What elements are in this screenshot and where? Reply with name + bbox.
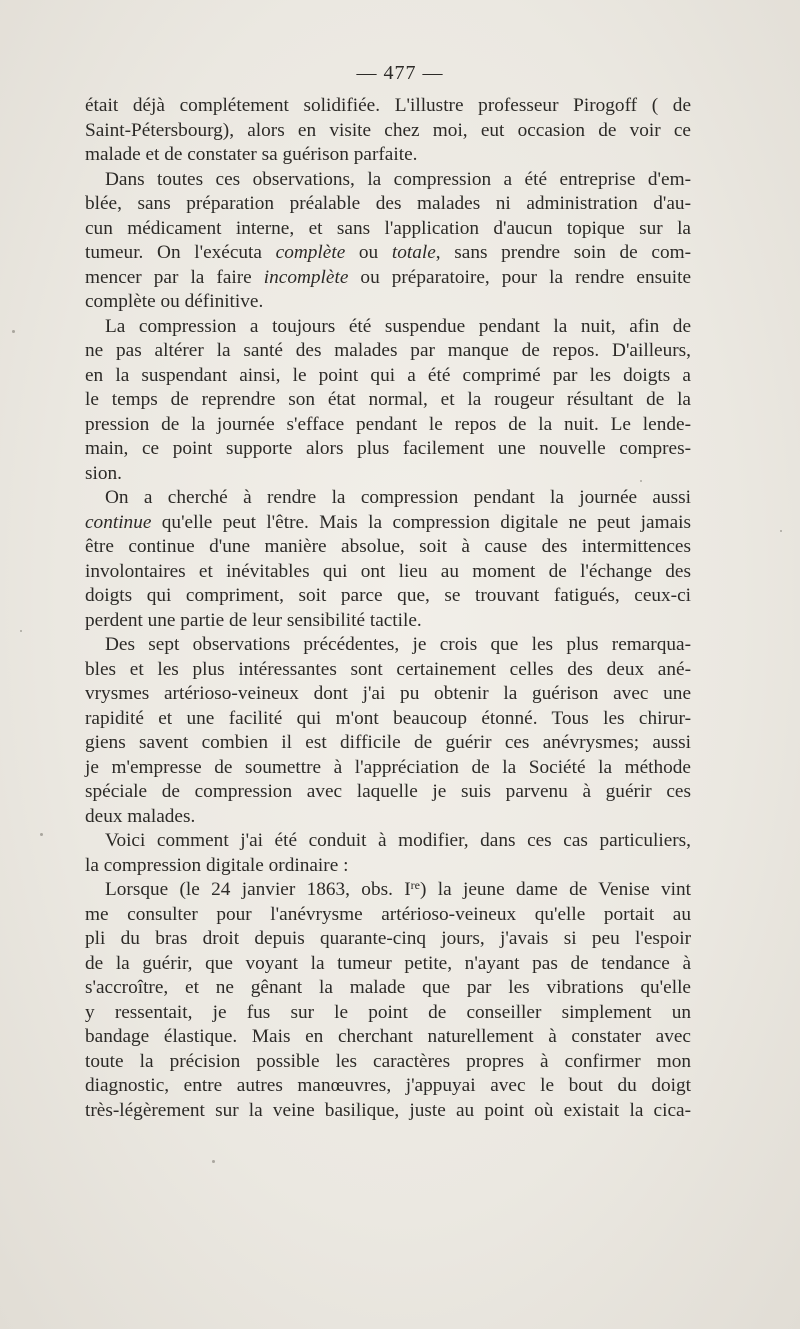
italic-run: incomplète bbox=[263, 266, 349, 288]
text-run: , sans prendre soin de com- bbox=[435, 242, 692, 263]
text-line: La compression a toujours été suspendue pendant la nuit, afin de bbox=[105, 315, 691, 337]
paper-speck bbox=[640, 480, 642, 482]
text-line: giens savent combien il est difficile de guérir ces anévrysmes; aussi bbox=[85, 732, 691, 753]
text-line: bles et les plus intéressantes sont certainement celles des deux ané- bbox=[85, 658, 691, 680]
text-line: toute la précision possible les caractères propres à confirmer mon bbox=[85, 1050, 691, 1072]
text-line: malade et de constater sa guérison parfaite. bbox=[85, 144, 418, 165]
text-run: mencer par la faire bbox=[85, 266, 264, 288]
text-line: Dans toutes ces observations, la compression a été entreprise d'em- bbox=[105, 168, 691, 190]
text-line: diagnostic, entre autres manœuvres, j'appuyai avec le bout du doigt bbox=[85, 1075, 691, 1096]
text-line: rapidité et une facilité qui m'ont beaucoup étonné. Tous les chirur- bbox=[85, 707, 691, 729]
text-line: On a cherché à rendre la compression pendant la journée aussi bbox=[105, 487, 691, 508]
paragraph-4 bbox=[85, 486, 691, 633]
text-line: sion. bbox=[85, 462, 122, 484]
text-run: ou préparatoire, pour la rendre ensuite bbox=[348, 266, 691, 288]
text-line: s'accroître, et ne gênant la malade que par les vibrations qu'elle bbox=[85, 977, 691, 998]
text-line bbox=[85, 241, 691, 266]
text-line: Voici comment j'ai été conduit à modifier, dans ces cas particuliers, bbox=[105, 830, 691, 851]
text-run: tumeur. On l'exécuta bbox=[85, 242, 276, 263]
page-number-header: — 477 — bbox=[356, 62, 444, 84]
text-line: main, ce point supporte alors plus facilement une nouvelle compres- bbox=[85, 438, 691, 459]
italic-run: totale bbox=[391, 242, 436, 263]
paragraph-1 bbox=[85, 94, 691, 168]
paragraph-5 bbox=[85, 633, 691, 829]
text-line: bandage élastique. Mais en cherchant naturellement à constater avec bbox=[85, 1026, 691, 1047]
text-line: cun médicament interne, et sans l'application d'aucun topique sur la bbox=[85, 217, 691, 239]
paper-speck bbox=[20, 630, 22, 632]
text-run: ) la jeune dame de Venise vint bbox=[419, 879, 691, 900]
body-text bbox=[85, 94, 691, 1123]
text-line: ne pas altérer la santé des malades par manque de repos. D'ailleurs, bbox=[85, 340, 691, 361]
paper-speck bbox=[12, 330, 15, 333]
paragraph-6 bbox=[85, 829, 691, 878]
text-line: en la suspendant ainsi, le point qui a été comprimé par les doigts a bbox=[85, 364, 691, 386]
text-line: blée, sans préparation préalable des malades ni administration d'au- bbox=[85, 193, 691, 214]
text-line: involontaires et inévitables qui ont lieu au moment de l'échange des bbox=[85, 560, 691, 582]
text-line: être continue d'une manière absolue, soit à cause des intermittences bbox=[85, 536, 691, 557]
italic-run: continue bbox=[85, 511, 152, 533]
text-line: pression de la journée s'efface pendant le repos de la nuit. Le lende- bbox=[85, 413, 691, 435]
text-line: perdent une partie de leur sensibilité tactile. bbox=[85, 609, 422, 631]
paragraph-2 bbox=[85, 168, 691, 315]
text-line: était déjà complétement solidifiée. L'illustre professeur Pirogoff ( de bbox=[85, 95, 691, 116]
text-line: le temps de reprendre son état normal, et la rougeur résultant de la bbox=[85, 389, 691, 410]
text-line: de la guérir, que voyant la tumeur petite, n'ayant pas de tendance à bbox=[85, 952, 691, 974]
text-line: me consulter pour l'anévrysme artérioso-veineux qu'elle portait au bbox=[85, 903, 691, 925]
text-line: je m'empresse de soumettre à l'appréciation de la Société la méthode bbox=[85, 756, 691, 778]
text-line: deux malades. bbox=[85, 805, 196, 827]
text-line: la compression digitale ordinaire : bbox=[85, 854, 349, 876]
paper-speck bbox=[780, 530, 782, 532]
superscript: re bbox=[410, 878, 420, 892]
text-run: qu'elle peut l'être. Mais la compression digitale ne peut jamais bbox=[151, 511, 691, 533]
text-run: ou bbox=[345, 242, 392, 263]
text-line bbox=[85, 266, 691, 291]
text-line: pli du bras droit depuis quarante-cinq jours, j'avais si peu l'espoir bbox=[85, 928, 691, 949]
text-line: Des sept observations précédentes, je crois que les plus remarqua- bbox=[105, 634, 691, 655]
paragraph-7 bbox=[85, 878, 691, 1123]
paper-speck bbox=[40, 833, 43, 836]
paragraph-3 bbox=[85, 315, 691, 487]
paper-speck bbox=[212, 1160, 215, 1163]
text-line: Saint-Pétersbourg), alors en visite chez moi, eut occasion de voir ce bbox=[85, 119, 691, 141]
text-line: très-légèrement sur la veine basilique, juste au point où existait la cica- bbox=[85, 1099, 691, 1121]
text-line: y ressentait, je fus sur le point de conseiller simplement un bbox=[85, 1001, 691, 1023]
text-line bbox=[85, 511, 691, 536]
text-line: vrysmes artérioso-veineux dont j'ai pu obtenir la guérison avec une bbox=[85, 683, 691, 704]
text-run: Lorsque (le 24 janvier 1863, obs. I bbox=[105, 879, 411, 900]
text-line: complète ou définitive. bbox=[85, 291, 264, 312]
text-line: spéciale de compression avec laquelle je suis parvenu à guérir ces bbox=[85, 781, 691, 802]
italic-run: complète bbox=[275, 242, 346, 263]
text-line: doigts qui compriment, soit parce que, se trouvant fatigués, ceux-ci bbox=[85, 585, 691, 606]
text-line bbox=[85, 878, 691, 903]
